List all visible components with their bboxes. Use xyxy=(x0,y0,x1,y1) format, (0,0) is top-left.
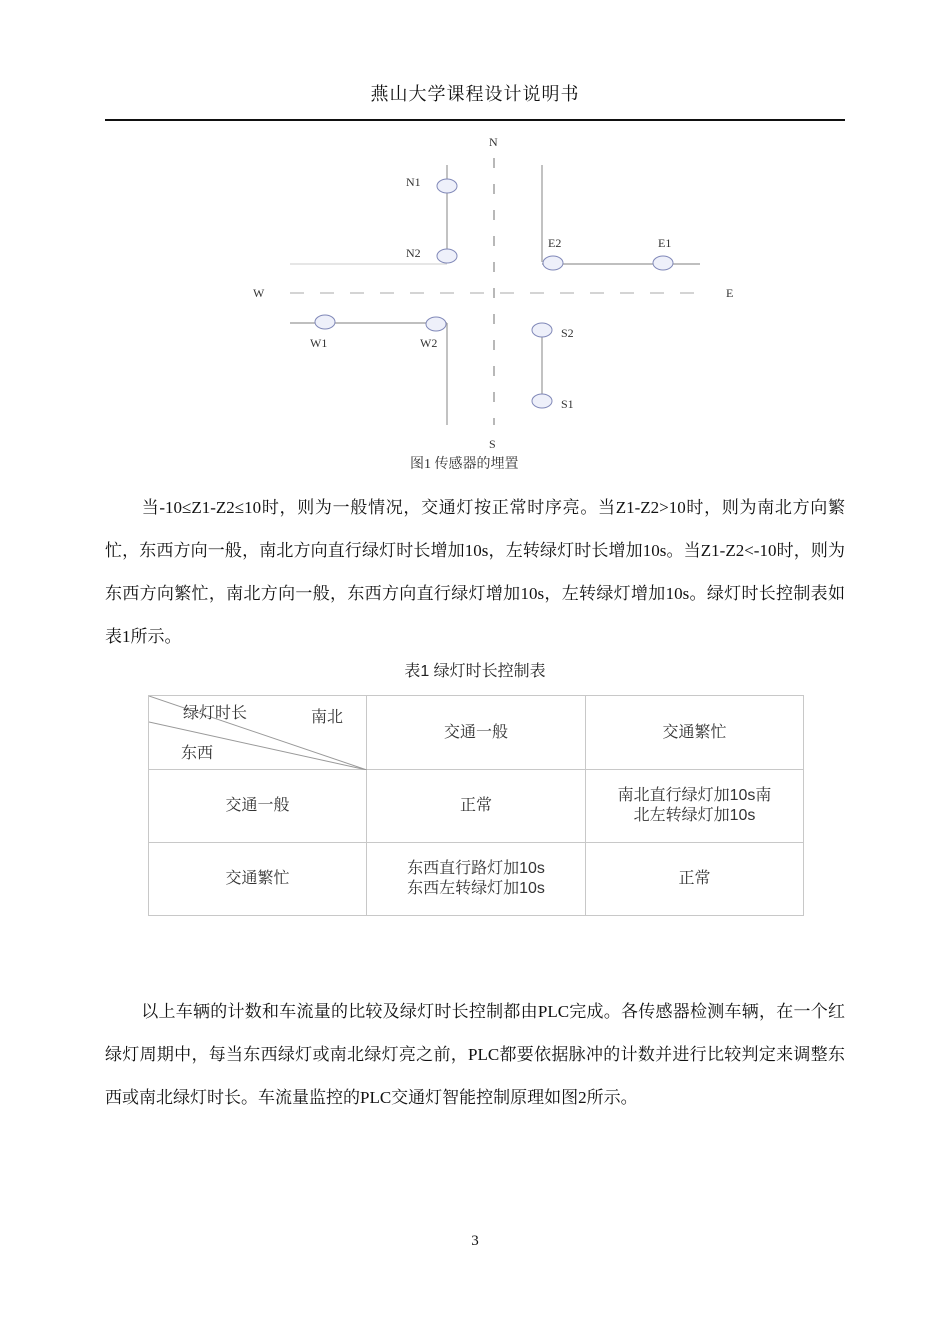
compass-south-label: S xyxy=(489,437,496,451)
table-cell: 正常 xyxy=(367,770,586,843)
compass-east-label: E xyxy=(726,286,734,300)
corner-label-north-south: 南北 xyxy=(311,709,344,726)
paragraph1-text: 当-10≤Z1-Z2≤10时，则为一般情况，交通灯按正常时序亮。当Z1-Z2>10时，则为南北方向繁忙，东西方向一般，南北方向直行绿灯时长增加10s，左转绿灯时长增加10s。当Z1-Z2<-10时，则为东西方向繁忙，南北方向一般，东西方向直行绿灯增加10s，左转绿灯增加10s。绿灯时长控制表如表1所示。 xyxy=(105,498,845,646)
corner-label-east-west: 东西 xyxy=(181,745,214,762)
compass-west-label: W xyxy=(253,286,265,300)
col-header-busy: 交通繁忙 xyxy=(586,696,804,770)
paragraph-plc-control xyxy=(105,990,845,1119)
sensor-e1-marker xyxy=(653,256,673,270)
sensor-e2-label: E2 xyxy=(548,236,562,250)
sensor-w2-marker xyxy=(426,317,446,331)
figure1-caption: 图1 传感器的埋置 xyxy=(410,457,519,472)
sensor-w2-label: W2 xyxy=(420,336,438,350)
sensor-e2-marker xyxy=(543,256,563,270)
sensor-s1-label: S1 xyxy=(561,397,574,411)
table-cell: 南北直行绿灯加10s南北左转绿灯加10s xyxy=(586,770,804,843)
row-header-busy: 交通繁忙 xyxy=(149,843,367,916)
sensor-n2-marker xyxy=(437,249,457,263)
sensor-s1-marker xyxy=(532,394,552,408)
sensor-w1-label: W1 xyxy=(310,336,328,350)
paragraph2-text: 以上车辆的计数和车流量的比较及绿灯时长控制都由PLC完成。各传感器检测车辆，在一个红绿灯周期中，每当东西绿灯或南北绿灯亮之前，PLC都要依据脉冲的计数并进行比较判定来调整东西或南北绿灯时长。车流量监控的PLC交通灯智能控制原理如图2所示。 xyxy=(105,1002,845,1107)
paragraph-green-light-rules xyxy=(105,486,845,658)
table-cell: 正常 xyxy=(586,843,804,916)
page-header-title: 燕山大学课程设计说明书 xyxy=(370,84,580,104)
sensor-n2-label: N2 xyxy=(406,246,421,260)
col-header-normal: 交通一般 xyxy=(367,696,586,770)
row-header-normal: 交通一般 xyxy=(149,770,367,843)
compass-north-label: N xyxy=(489,135,498,149)
sensor-s2-marker xyxy=(532,323,552,337)
green-duration-control-table xyxy=(148,695,804,916)
table-row xyxy=(149,843,804,916)
table-row xyxy=(149,770,804,843)
sensor-e1-label: E1 xyxy=(658,236,672,250)
header-divider xyxy=(105,119,845,121)
sensor-w1-marker xyxy=(315,315,335,329)
table1-caption: 表1 绿灯时长控制表 xyxy=(404,663,546,680)
table-cell: 东西直行路灯加10s东西左转绿灯加10s xyxy=(367,843,586,916)
sensor-placement-diagram xyxy=(240,130,760,475)
sensor-n1-label: N1 xyxy=(406,175,421,189)
sensor-s2-label: S2 xyxy=(561,326,574,340)
table-corner-cell xyxy=(149,696,367,770)
corner-label-green-duration: 绿灯时长 xyxy=(183,705,248,722)
page-number: 3 xyxy=(471,1233,479,1249)
sensor-n1-marker xyxy=(437,179,457,193)
